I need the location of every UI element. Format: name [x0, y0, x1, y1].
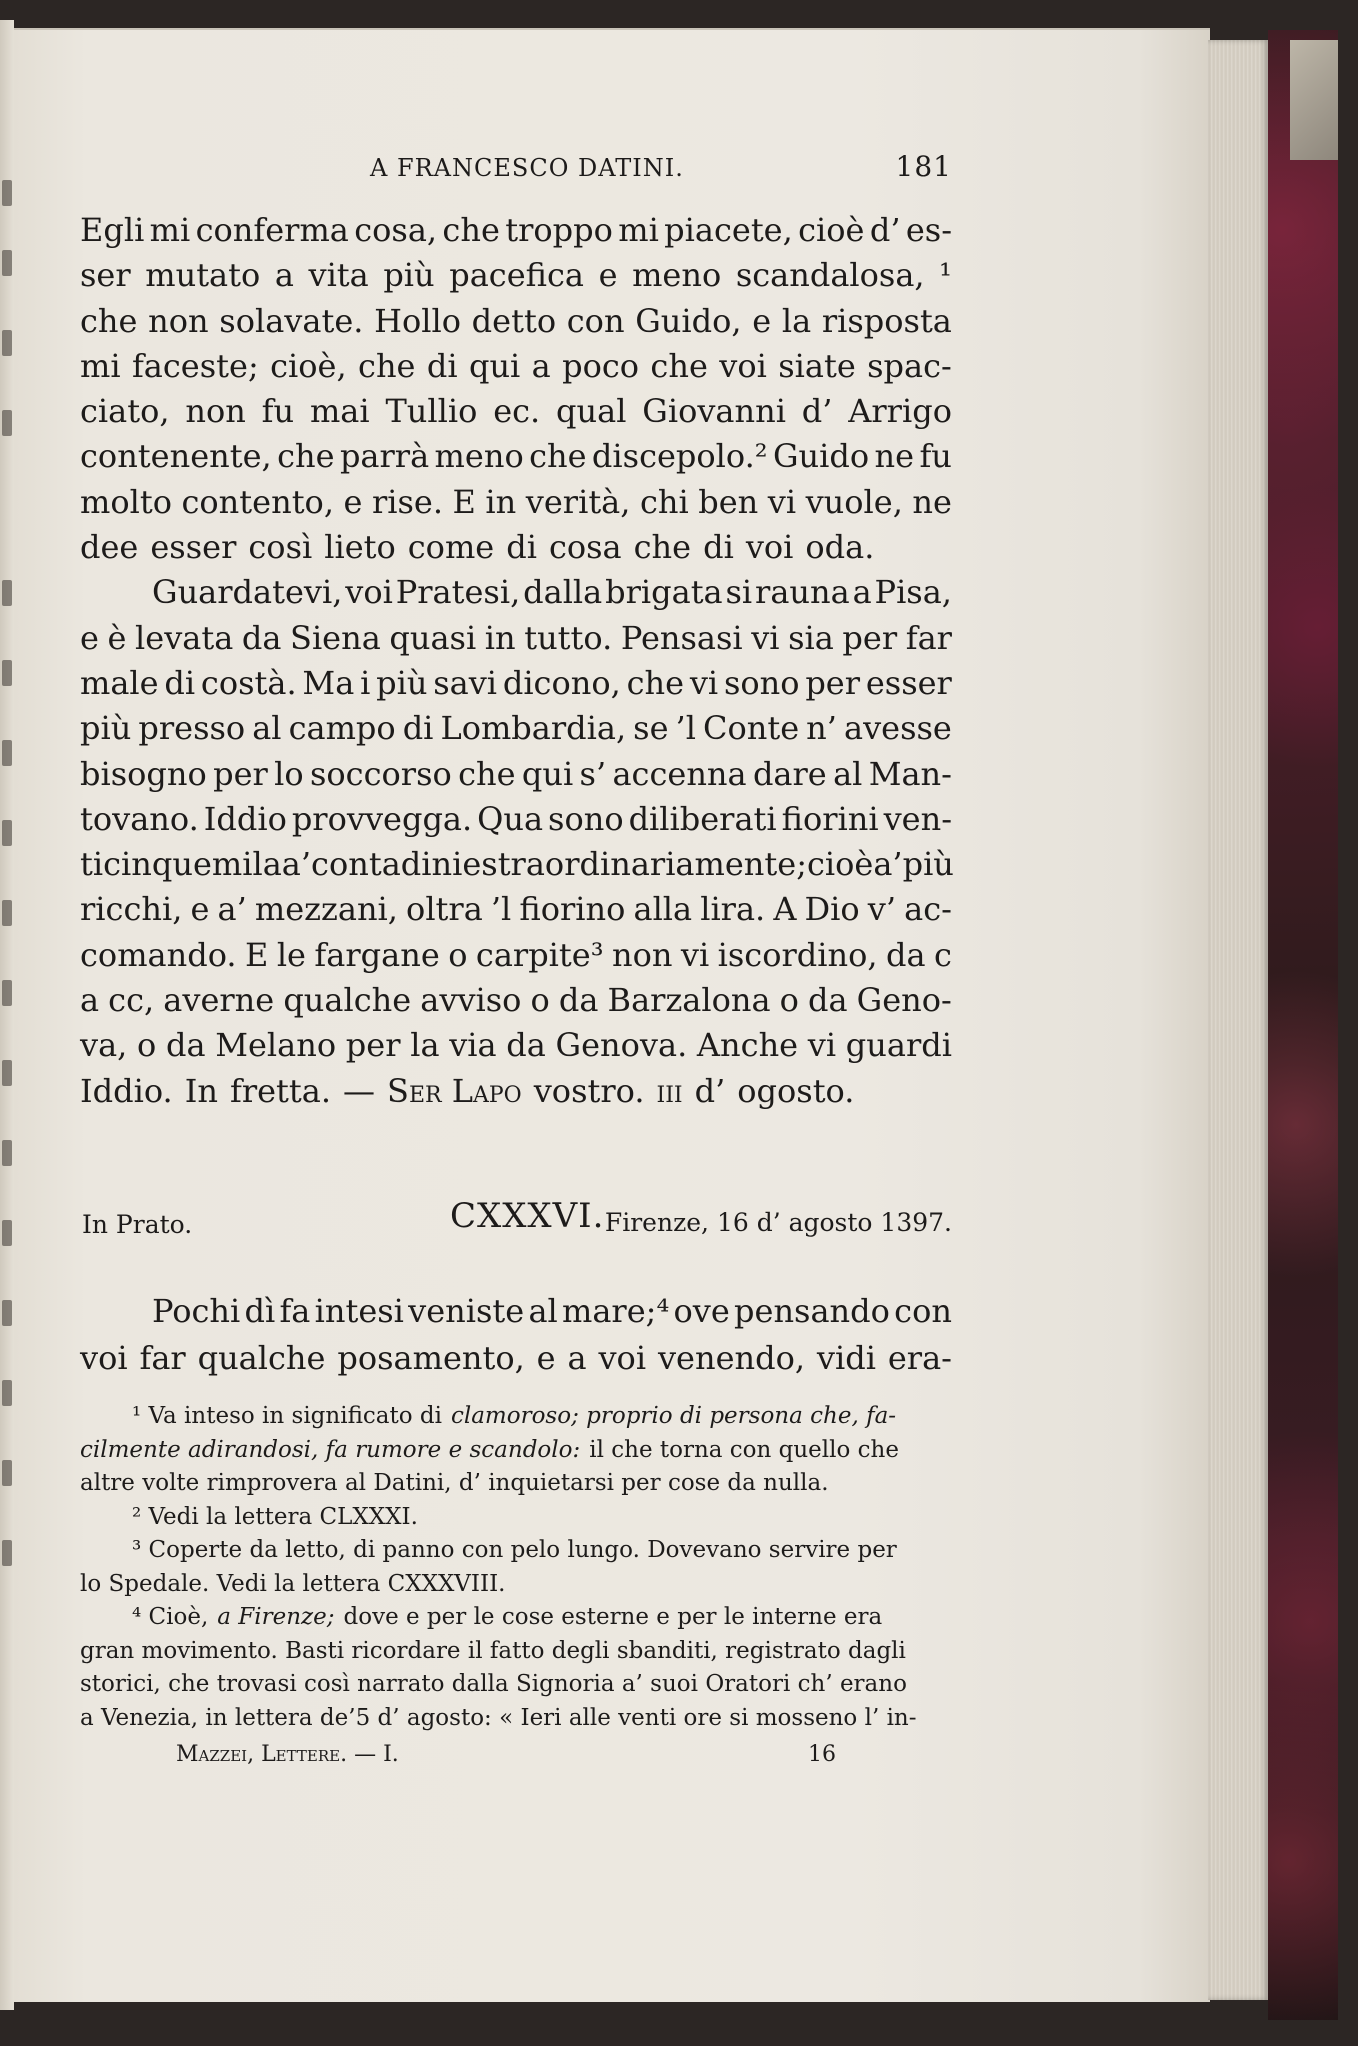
word: va,: [80, 1026, 128, 1065]
word: dalla: [523, 573, 603, 612]
word: savi: [433, 663, 498, 702]
word: In: [184, 1071, 218, 1110]
word: oltra: [406, 890, 483, 929]
word: ricchi,: [80, 890, 183, 929]
word: bisogno: [80, 754, 207, 793]
word: che: [633, 528, 692, 567]
word: e: [80, 618, 99, 657]
word: costà.: [200, 663, 297, 702]
word: qualche: [197, 1339, 326, 1377]
word: Genova.: [555, 1026, 688, 1065]
word: mezzani,: [254, 890, 398, 929]
word: e: [598, 256, 618, 295]
word: che: [442, 211, 500, 249]
word: Egli: [80, 211, 145, 249]
word: di: [426, 346, 458, 385]
word: o: [779, 981, 799, 1020]
word: voi: [345, 573, 393, 612]
word: dee: [80, 528, 139, 567]
footnote-line: [80, 1668, 952, 1702]
word: v’: [867, 890, 897, 929]
word: oda.: [805, 528, 875, 567]
word: di: [402, 709, 434, 748]
word: male: [80, 663, 159, 702]
word: cioè: [806, 845, 874, 884]
word: per: [345, 1026, 401, 1065]
word: posamento,: [337, 1339, 525, 1377]
word: Melano: [215, 1026, 337, 1065]
word: rauna: [755, 573, 850, 612]
word: più: [80, 709, 132, 748]
footnote-text: ⁴ Cioè,: [132, 1604, 209, 1630]
text-line: [80, 706, 952, 751]
word: far: [905, 618, 952, 657]
letter-heading: [80, 1196, 952, 1246]
word: ogosto.: [737, 1071, 855, 1110]
word: Qua: [477, 799, 544, 838]
word: Siena: [290, 618, 381, 657]
running-head: [80, 150, 952, 190]
word: con: [894, 1292, 952, 1330]
footnote-text: cilmente adirandosi, fa rumore e scandolo:: [80, 1436, 581, 1463]
gutter-fragment: [0, 180, 14, 1680]
word: contento,: [181, 482, 334, 521]
word: n’: [806, 709, 837, 748]
word: piacete,: [664, 211, 793, 249]
word: accenna: [612, 754, 747, 793]
word: ac-: [904, 890, 952, 929]
word: faceste;: [131, 346, 259, 385]
word: mi: [80, 346, 121, 385]
word: Guardatevi,: [152, 573, 343, 612]
word: che: [626, 663, 685, 702]
word: più: [376, 663, 428, 702]
word: cioè: [798, 211, 865, 249]
word: Conte: [702, 709, 800, 748]
word: comando.: [80, 935, 237, 974]
text-line: [80, 616, 952, 661]
word: è: [107, 618, 127, 657]
word: più: [383, 256, 435, 295]
word: E: [245, 935, 269, 974]
word: dare: [752, 754, 827, 793]
word: Lombardia,: [440, 709, 627, 748]
word: non: [148, 301, 209, 340]
word: da: [808, 981, 848, 1020]
word: qui: [468, 346, 521, 385]
word: o: [530, 981, 550, 1020]
footnote-line: [80, 1434, 952, 1468]
word: mutato: [145, 256, 261, 295]
word: sono: [548, 799, 624, 838]
word: voi: [80, 1339, 128, 1377]
word: Hollo: [374, 301, 461, 340]
word: mare;⁴: [562, 1292, 670, 1330]
word: poco: [562, 346, 640, 385]
word: iii: [656, 1071, 683, 1110]
word: a: [274, 256, 294, 295]
word: che: [650, 346, 708, 385]
text-line: [80, 1288, 952, 1335]
word: averne: [163, 981, 275, 1020]
word: guardi: [845, 1026, 952, 1065]
word: Pratesi,: [395, 573, 521, 612]
letter-body-continued: [80, 208, 952, 1114]
footnote-line: [80, 1400, 952, 1434]
word: con: [566, 301, 625, 340]
text-line: [80, 208, 952, 253]
word: diliberati: [628, 799, 777, 838]
word: meno: [632, 256, 722, 295]
word: Pochi: [152, 1292, 241, 1330]
word: fretta.: [229, 1071, 332, 1110]
word: a’: [217, 890, 247, 929]
word: Arrigo: [848, 392, 952, 431]
word: a’: [281, 845, 312, 884]
word: esser: [865, 663, 952, 702]
text-line: [80, 752, 952, 797]
word: da: [165, 1026, 206, 1065]
word: che: [458, 754, 516, 793]
word: da: [241, 618, 282, 657]
word: di: [164, 663, 196, 702]
word: pacefica: [449, 256, 584, 295]
text-line: [80, 525, 952, 570]
marbled-cover-board: [1268, 30, 1338, 2020]
text-line: [80, 344, 952, 389]
word: da: [885, 935, 926, 974]
word: risposta: [821, 301, 952, 340]
paragraph: [80, 570, 952, 1114]
word: fu: [261, 392, 295, 431]
word: dicono,: [502, 663, 621, 702]
word: si: [725, 573, 753, 612]
footnote-text: gran movimento. Basti ricordare il fatto degli sbanditi, registrato dagli: [80, 1637, 906, 1664]
word: o: [137, 1026, 157, 1065]
word: che: [80, 301, 138, 340]
word: E: [452, 482, 476, 521]
word: contadini: [311, 845, 463, 884]
word: fu: [919, 437, 952, 476]
word: al: [252, 709, 282, 748]
word: a: [567, 1339, 587, 1377]
word: lira.: [700, 890, 766, 929]
word: in: [485, 482, 517, 521]
word: verità,: [525, 482, 631, 521]
word: o: [448, 935, 468, 974]
word: cosa: [548, 528, 622, 567]
word: spac-: [867, 346, 952, 385]
word: lo: [274, 754, 304, 793]
letter-date: Firenze, 16 d’ agosto 1397.: [604, 1208, 952, 1237]
word: a’: [873, 845, 903, 884]
word: come: [407, 528, 495, 567]
word: cc,: [108, 981, 155, 1020]
word: molto: [80, 482, 172, 521]
word: discepolo.²: [591, 437, 768, 476]
text-line: [80, 389, 952, 434]
word: es-: [905, 211, 952, 249]
footnote-text: ³ Coperte da letto, di panno con pelo lungo. Dovevano servire per: [132, 1537, 897, 1563]
footnote-text: a Firenze;: [217, 1604, 335, 1630]
word: Anche: [696, 1026, 799, 1065]
word: c: [933, 935, 952, 974]
word: carpite³: [475, 935, 604, 974]
word: ’l: [490, 890, 512, 929]
word: quasi: [389, 618, 477, 657]
word: di: [506, 528, 537, 567]
word: qui: [521, 754, 574, 793]
word: e: [190, 890, 210, 929]
letter-body-new: [80, 1288, 952, 1382]
word: d’: [694, 1071, 726, 1110]
word: voi: [598, 1339, 647, 1377]
word: soccorso: [309, 754, 452, 793]
text-line: [80, 661, 952, 706]
word: fa: [279, 1292, 311, 1330]
word: più: [902, 845, 954, 884]
word: mai: [309, 392, 370, 431]
word: qualche: [283, 981, 412, 1020]
word: via: [449, 1026, 497, 1065]
word: provvegga.: [291, 799, 473, 838]
word: lieto: [324, 528, 396, 567]
word: la: [410, 1026, 440, 1065]
word: veniste: [408, 1292, 525, 1330]
footer-sheet-number: 16: [808, 1742, 836, 1767]
word: venendo,: [657, 1339, 806, 1377]
word: dì: [244, 1292, 276, 1330]
word: Giovanni: [642, 392, 786, 431]
word: le: [276, 935, 306, 974]
word: che: [529, 437, 587, 476]
word: ’l: [675, 709, 696, 748]
word: ec.: [493, 392, 541, 431]
word: sono: [723, 663, 800, 702]
word: vi: [680, 935, 710, 974]
word: la: [781, 301, 812, 340]
word: ¹: [939, 256, 952, 295]
word: A: [773, 890, 797, 929]
footnote-text: clamoroso; proprio di persona che, fa-: [450, 1403, 897, 1429]
text-line: [80, 1023, 952, 1068]
word: Tullio: [385, 392, 478, 431]
word: voi: [719, 346, 767, 385]
word: —: [343, 1071, 376, 1110]
word: Iddio: [203, 799, 287, 838]
footnote-text: a Venezia, in lettera de’5 d’ agosto: « Ieri alle venti ore si mosseno l’ in-: [80, 1704, 917, 1731]
text-line: [80, 978, 952, 1023]
word: cosa,: [354, 211, 438, 249]
footnote-text: lo Spedale. Vedi la lettera CXXXVIII.: [80, 1570, 506, 1597]
text-line: [80, 570, 952, 615]
word: era-: [887, 1339, 952, 1377]
word: mi: [618, 211, 659, 249]
word: parrà: [339, 437, 430, 476]
word: e: [536, 1339, 556, 1377]
word: al: [528, 1292, 558, 1330]
word: esser: [150, 528, 237, 567]
word: solavate.: [219, 301, 364, 340]
word: ven-: [883, 799, 952, 838]
word: Dio: [804, 890, 860, 929]
word: Guido,: [635, 301, 742, 340]
word: s’: [579, 754, 607, 793]
word: di: [703, 528, 734, 567]
word: siate: [778, 346, 856, 385]
word: per: [805, 663, 861, 702]
word: fiorini: [781, 799, 879, 838]
page-fore-edge: [1208, 40, 1268, 2000]
word: non: [611, 935, 673, 974]
word: sia: [788, 618, 834, 657]
word: campo: [288, 709, 396, 748]
word: brigata: [605, 573, 723, 612]
word: ne: [912, 482, 952, 521]
footnote-line: [80, 1702, 952, 1736]
word: tutto.: [524, 618, 613, 657]
footnote-line: [80, 1568, 952, 1602]
word: Man-: [868, 754, 952, 793]
word: presso: [138, 709, 246, 748]
word: ne: [874, 437, 915, 476]
footnotes: [80, 1400, 952, 1735]
footer-signature: Mazzei, Lettere. — I.: [176, 1742, 399, 1767]
word: ticinquemila: [80, 845, 282, 884]
footnote-text: altre volte rimprovera al Datini, d’ inquietarsi per cose da nulla.: [80, 1470, 829, 1496]
word: Pisa,: [874, 573, 952, 612]
word: se: [633, 709, 669, 748]
word: detto: [471, 301, 557, 340]
word: contenente,: [80, 437, 272, 476]
footnote-line: [80, 1534, 952, 1568]
word: d’: [801, 392, 833, 431]
word: Barzalona: [607, 981, 771, 1020]
word: in: [484, 618, 516, 657]
word: scandalosa,: [735, 256, 925, 295]
word: fiorino: [519, 890, 626, 929]
word: e: [343, 482, 363, 521]
word: rise.: [371, 482, 444, 521]
word: al: [833, 754, 863, 793]
word: a: [531, 346, 551, 385]
letter-place: In Prato.: [82, 1210, 193, 1239]
word: ser: [80, 256, 131, 295]
text-line: [80, 842, 952, 887]
word: qual: [556, 392, 627, 431]
word: vi: [807, 1026, 837, 1065]
word: ben: [698, 482, 759, 521]
word: vuole,: [805, 482, 903, 521]
word: non: [185, 392, 246, 431]
page-footer: [80, 1742, 952, 1782]
text-line: [80, 1069, 952, 1114]
footnote-text: ¹ Va inteso in significato di: [132, 1403, 442, 1429]
word: da: [558, 981, 599, 1020]
footnote-line: [80, 1601, 952, 1635]
text-line: [80, 887, 952, 932]
word: vi: [689, 663, 719, 702]
letter-number: CXXXVI.: [450, 1196, 605, 1236]
footnote-text: ² Vedi la lettera CLXXXI.: [132, 1503, 418, 1530]
word: chi: [639, 482, 689, 521]
word: Guido: [772, 437, 870, 476]
word: a: [80, 981, 100, 1020]
word: cioè,: [270, 346, 347, 385]
word: Pensasi: [620, 618, 743, 657]
word: vi: [751, 618, 780, 657]
footnote-line: [80, 1635, 952, 1669]
word: ciato,: [80, 392, 170, 431]
text-line: [80, 434, 952, 479]
footnote-text: dove e per le cose esterne e per le interne era: [343, 1604, 883, 1630]
word: per: [213, 754, 268, 793]
word: che: [277, 437, 335, 476]
word: i: [360, 663, 371, 702]
footnote-line: [80, 1501, 952, 1535]
footnote-text: il che torna con quello che: [589, 1436, 899, 1463]
text-line: [80, 253, 952, 298]
word: tovano.: [80, 799, 199, 838]
running-head-title: A FRANCESCO DATINI.: [370, 154, 684, 182]
word: vidi: [816, 1339, 876, 1377]
word: per: [842, 618, 898, 657]
text-line: [80, 480, 952, 525]
word: fargane: [314, 935, 440, 974]
text-line: [80, 1335, 952, 1382]
footnote-text: storici, che trovasi così narrato dalla Signoria a’ suoi Oratori ch’ erano: [80, 1671, 907, 1697]
word: voi: [745, 528, 794, 567]
footnote-line: [80, 1467, 952, 1501]
word: vi: [767, 482, 797, 521]
word: ove: [673, 1292, 730, 1330]
word: vita: [308, 256, 369, 295]
word: intesi: [314, 1292, 404, 1330]
word: avesse: [843, 709, 952, 748]
word: alla: [633, 890, 693, 929]
text-line: [80, 299, 952, 344]
word: pensando: [734, 1292, 890, 1330]
page-number: 181: [895, 150, 952, 183]
word: conferma: [195, 211, 349, 249]
cover-corner-cloth: [1290, 40, 1338, 160]
word: Ser Lapo: [387, 1071, 522, 1110]
word: che: [358, 346, 416, 385]
word: far: [139, 1339, 186, 1377]
word: iscordino,: [717, 935, 878, 974]
text-line: [80, 933, 952, 978]
word: così: [248, 528, 313, 567]
word: levata: [135, 618, 234, 657]
word: troppo: [505, 211, 613, 249]
word: da: [506, 1026, 546, 1065]
word: a: [852, 573, 872, 612]
word: avviso: [420, 981, 522, 1020]
word: Geno-: [856, 981, 952, 1020]
word: vostro.: [533, 1071, 645, 1110]
word: estraordinariamente;: [462, 845, 807, 884]
word: d’: [869, 211, 901, 249]
word: Iddio.: [80, 1071, 173, 1110]
word: Ma: [302, 663, 355, 702]
word: e: [752, 301, 772, 340]
word: meno: [434, 437, 524, 476]
text-line: [80, 797, 952, 842]
word: mi: [149, 211, 191, 249]
